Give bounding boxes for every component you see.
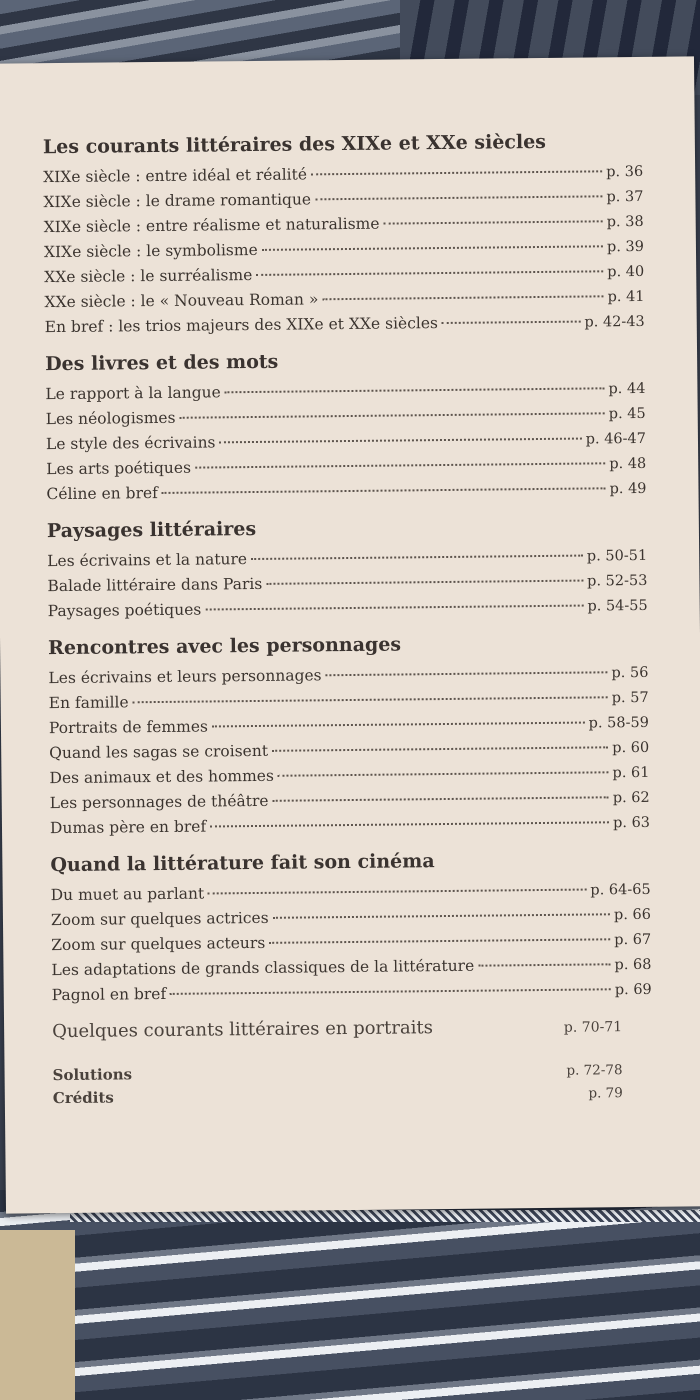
entry-page: p. 57 xyxy=(611,689,649,707)
book-page xyxy=(0,56,700,1213)
leader-dots xyxy=(278,771,609,776)
section-title: Rencontres avec les personnages xyxy=(48,633,402,660)
toc-entry xyxy=(50,810,650,841)
leader-dots xyxy=(269,938,610,944)
toc-section-courants xyxy=(43,127,645,340)
table-of-contents xyxy=(43,127,653,1112)
entry-page: p. 41 xyxy=(607,288,645,306)
entry-label: Zoom sur quelques acteurs xyxy=(51,933,266,955)
leader-dots xyxy=(180,412,605,418)
toc-section-personnages xyxy=(48,628,650,841)
entry-label: Dumas père en bref xyxy=(49,817,207,838)
entry-label: Des animaux et des hommes xyxy=(49,766,274,788)
section-title: Des livres et des mots xyxy=(45,350,279,376)
toc-entry xyxy=(52,977,652,1008)
entry-label: En bref : les trios majeurs des XIXe et XXe siècles xyxy=(44,314,439,337)
leader-dots xyxy=(162,487,606,494)
entry-label: XIXe siècle : entre idéal et réalité xyxy=(43,165,308,187)
entry-label: XIXe siècle : le symbolisme xyxy=(43,240,258,262)
toc-extras xyxy=(52,1060,652,1112)
entry-page: p. 46-47 xyxy=(585,430,647,448)
entry-page: p. 69 xyxy=(614,981,652,999)
entry-page: p. 66 xyxy=(613,906,652,924)
entry-label: Le style des écrivains xyxy=(45,433,216,454)
extra-page: p. 72-78 xyxy=(566,1062,623,1079)
leader-dots xyxy=(478,963,610,966)
entry-label: Céline en bref xyxy=(46,484,158,504)
background-fabric-bottom xyxy=(0,1190,700,1400)
extra-label: Crédits xyxy=(52,1088,114,1108)
leader-dots xyxy=(210,821,609,827)
entry-page: p. 40 xyxy=(607,263,645,281)
leader-dots xyxy=(195,462,605,468)
portraits-page: p. 70-71 xyxy=(563,1019,623,1036)
toc-section-livres-mots xyxy=(45,344,647,507)
entry-page: p. 48 xyxy=(609,455,647,473)
background-cloth-corner xyxy=(0,1230,75,1400)
entry-page: p. 38 xyxy=(606,213,644,231)
extra-label: Solutions xyxy=(52,1065,133,1085)
leader-dots xyxy=(272,746,608,752)
leader-dots xyxy=(315,195,602,200)
leader-dots xyxy=(273,913,610,919)
leader-dots xyxy=(170,988,611,995)
entry-page: p. 60 xyxy=(612,739,650,757)
leader-dots xyxy=(383,220,602,224)
toc-entry xyxy=(45,309,645,340)
entry-label: Quand les sagas se croisent xyxy=(49,741,269,763)
entry-page: p. 49 xyxy=(609,480,647,498)
leader-dots xyxy=(442,321,581,324)
entry-label: Pagnol en bref xyxy=(51,984,167,1005)
entry-page: p. 37 xyxy=(606,188,644,206)
entry-page: p. 39 xyxy=(606,238,645,256)
entry-page: p. 50-51 xyxy=(586,547,648,565)
extra-page: p. 79 xyxy=(588,1085,623,1102)
entry-page: p. 42-43 xyxy=(584,313,645,331)
entry-label: Paysages poétiques xyxy=(47,600,202,621)
section-title: Quand la littérature fait son cinéma xyxy=(50,850,435,877)
leader-dots xyxy=(322,295,603,300)
section-title: Les courants littéraires des XIXe et XXe siècles xyxy=(42,130,547,159)
toc-portraits xyxy=(52,1012,652,1046)
section-title: Paysages littéraires xyxy=(46,517,257,543)
entry-label: Balade littéraire dans Paris xyxy=(47,574,263,596)
entry-page: p. 45 xyxy=(608,405,646,423)
entry-label: XIXe siècle : entre réalisme et naturalisme xyxy=(43,214,380,237)
leader-dots xyxy=(133,696,608,703)
leader-dots xyxy=(205,605,583,611)
toc-entry xyxy=(48,593,648,624)
toc-extra-credits xyxy=(53,1083,653,1112)
entry-label: XXe siècle : le surréalisme xyxy=(44,266,253,287)
entry-label: Les écrivains et la nature xyxy=(47,550,248,571)
entry-label: Les personnages de théâtre xyxy=(49,791,269,813)
toc-section-paysages xyxy=(47,511,648,624)
leader-dots xyxy=(256,270,603,276)
leader-dots xyxy=(326,671,608,676)
leader-dots xyxy=(311,170,602,175)
entry-page: p. 63 xyxy=(612,814,651,832)
leader-dots xyxy=(262,245,603,251)
entry-page: p. 67 xyxy=(614,931,652,949)
entry-page: p. 54-55 xyxy=(587,597,648,615)
entry-label: Les écrivains et leurs personnages xyxy=(48,666,322,688)
toc-entry xyxy=(46,476,646,507)
entry-label: Le rapport à la langue xyxy=(45,383,221,404)
entry-page: p. 56 xyxy=(611,664,649,682)
leader-dots xyxy=(219,438,581,444)
entry-label: Les néologismes xyxy=(45,408,176,429)
entry-page: p. 62 xyxy=(612,789,650,807)
entry-label: Les arts poétiques xyxy=(46,458,192,479)
leader-dots xyxy=(266,580,583,585)
entry-label: Zoom sur quelques actrices xyxy=(50,908,269,930)
entry-label: Les adaptations de grands classiques de la littérature xyxy=(51,956,475,980)
leader-dots xyxy=(251,555,583,560)
entry-page: p. 58-59 xyxy=(588,714,650,732)
leader-dots xyxy=(208,889,586,895)
leader-dots xyxy=(225,387,605,393)
entry-label: Du muet au parlant xyxy=(50,884,205,905)
entry-page: p. 68 xyxy=(614,956,652,974)
entry-page: p. 36 xyxy=(606,163,644,181)
portraits-title: Quelques courants littéraires en portraits xyxy=(52,1017,434,1043)
entry-page: p. 64-65 xyxy=(590,881,651,899)
entry-label: En famille xyxy=(48,693,129,713)
leader-dots xyxy=(212,722,585,728)
entry-page: p. 61 xyxy=(612,764,650,782)
entry-label: XXe siècle : le « Nouveau Roman » xyxy=(44,290,319,312)
toc-section-cinema xyxy=(50,845,652,1008)
leader-dots xyxy=(273,796,609,802)
entry-label: Portraits de femmes xyxy=(48,717,208,738)
entry-page: p. 44 xyxy=(608,380,646,398)
entry-label: XIXe siècle : le drame romantique xyxy=(43,190,312,212)
entry-page: p. 52-53 xyxy=(587,572,648,590)
